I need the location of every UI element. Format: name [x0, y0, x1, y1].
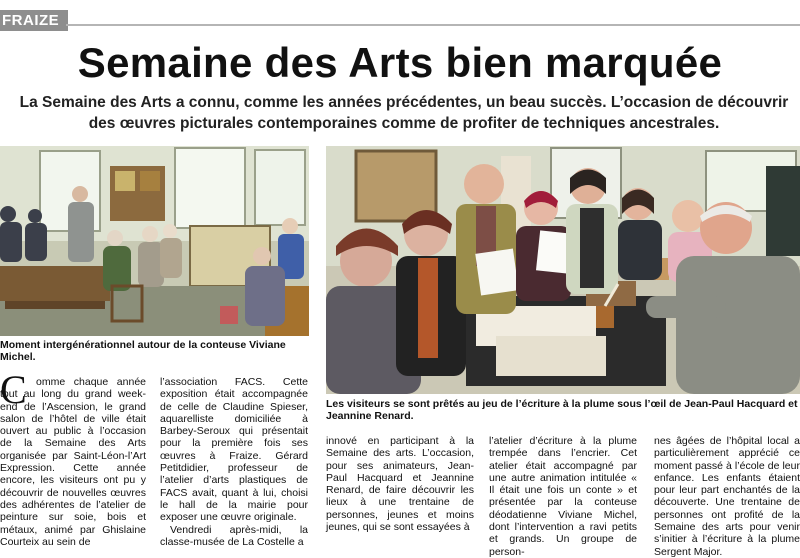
photo-quill-writing: [326, 146, 800, 394]
caption-left: Moment intergénérationnel autour de la conteuse Viviane Michel.: [0, 339, 286, 363]
article-column-3: [326, 435, 474, 533]
article-column-1: [0, 376, 146, 548]
section-rule: [66, 24, 800, 26]
caption-right: Les visiteurs se sont prêtés au jeu de l’écriture à la plume sous l’œil de Jean-Paul Hacquard et Jeannine Renard.: [326, 398, 798, 422]
paragraph: Vendredi après-midi, la classe-musée de La Costelle a: [160, 523, 308, 548]
article-column-4: [489, 435, 637, 558]
headline: Semaine des Arts bien marquée: [77, 39, 723, 86]
drop-cap: C: [0, 367, 27, 412]
lede: La Semaine des Arts a connu, comme les années précédentes, un beau succès. L’occasion de découvrir des œuvres picturales contemporaines comme de profiter de techniques ancestrales.: [19, 94, 789, 132]
article-column-5: [654, 435, 800, 558]
paragraph: nes âgées de l’hôpital local a particulièrement apprécié ce moment passé à l’école de leur enfance. Les enfants étaient pour leur part enchantés de la découverte. Une trentaine de personnes ont profité de la Semaine des arts pour venir s’initier à l’écriture à la plume Sergent Major.: [654, 435, 800, 558]
paragraph: innové en participant à la Semaine des arts. L’occasion, pour ses animateurs, Jean-Paul Hacquard et Jeannine Renard, de faire découvrir les lieux à une trentaine de personnes, jeunes et moins jeunes, qui se sont essayées à: [326, 435, 474, 534]
article-column-2: [160, 376, 308, 548]
paragraph: omme chaque année tout au long du grand week-end de l’Ascension, le grand salon de l’hôtel de ville était ouvert au public à l’occasion de la Semaine des Arts organisée par Saint-Léon-l’Art Expression. Cette année encore, les visiteurs ont pu y découvrir de nouvelles œuvres des adhérentes de l’atelier de peinture sur soie, bois et métaux, animé par Ghislaine Courteix au sein de: [0, 376, 146, 548]
section-tag: FRAIZE: [0, 10, 68, 31]
paragraph: l’atelier d’écriture à la plume trempée dans l’encrier. Cet atelier était accompagné par une autre animation intitulée « Il était une fois un conte » et présentée par la conteuse déodatienne Viviane Michel, dont l’intervention a ravi petits et grands. Un groupe de person-: [489, 435, 637, 558]
photo-storytelling: [0, 146, 309, 336]
paragraph: l’association FACS. Cette exposition était accompagnée de celle de Claudine Spieser, aquarelliste domiciliée à Barbey-Seroux qui présentait pour la première fois ses œuvres à Fraize. Gérard Petitdidier, professeur de l’atelier d’arts plastiques de FACS avait, quant à lui, choisi le hall de la mairie pour exposer une œuvre originale.: [160, 376, 308, 524]
